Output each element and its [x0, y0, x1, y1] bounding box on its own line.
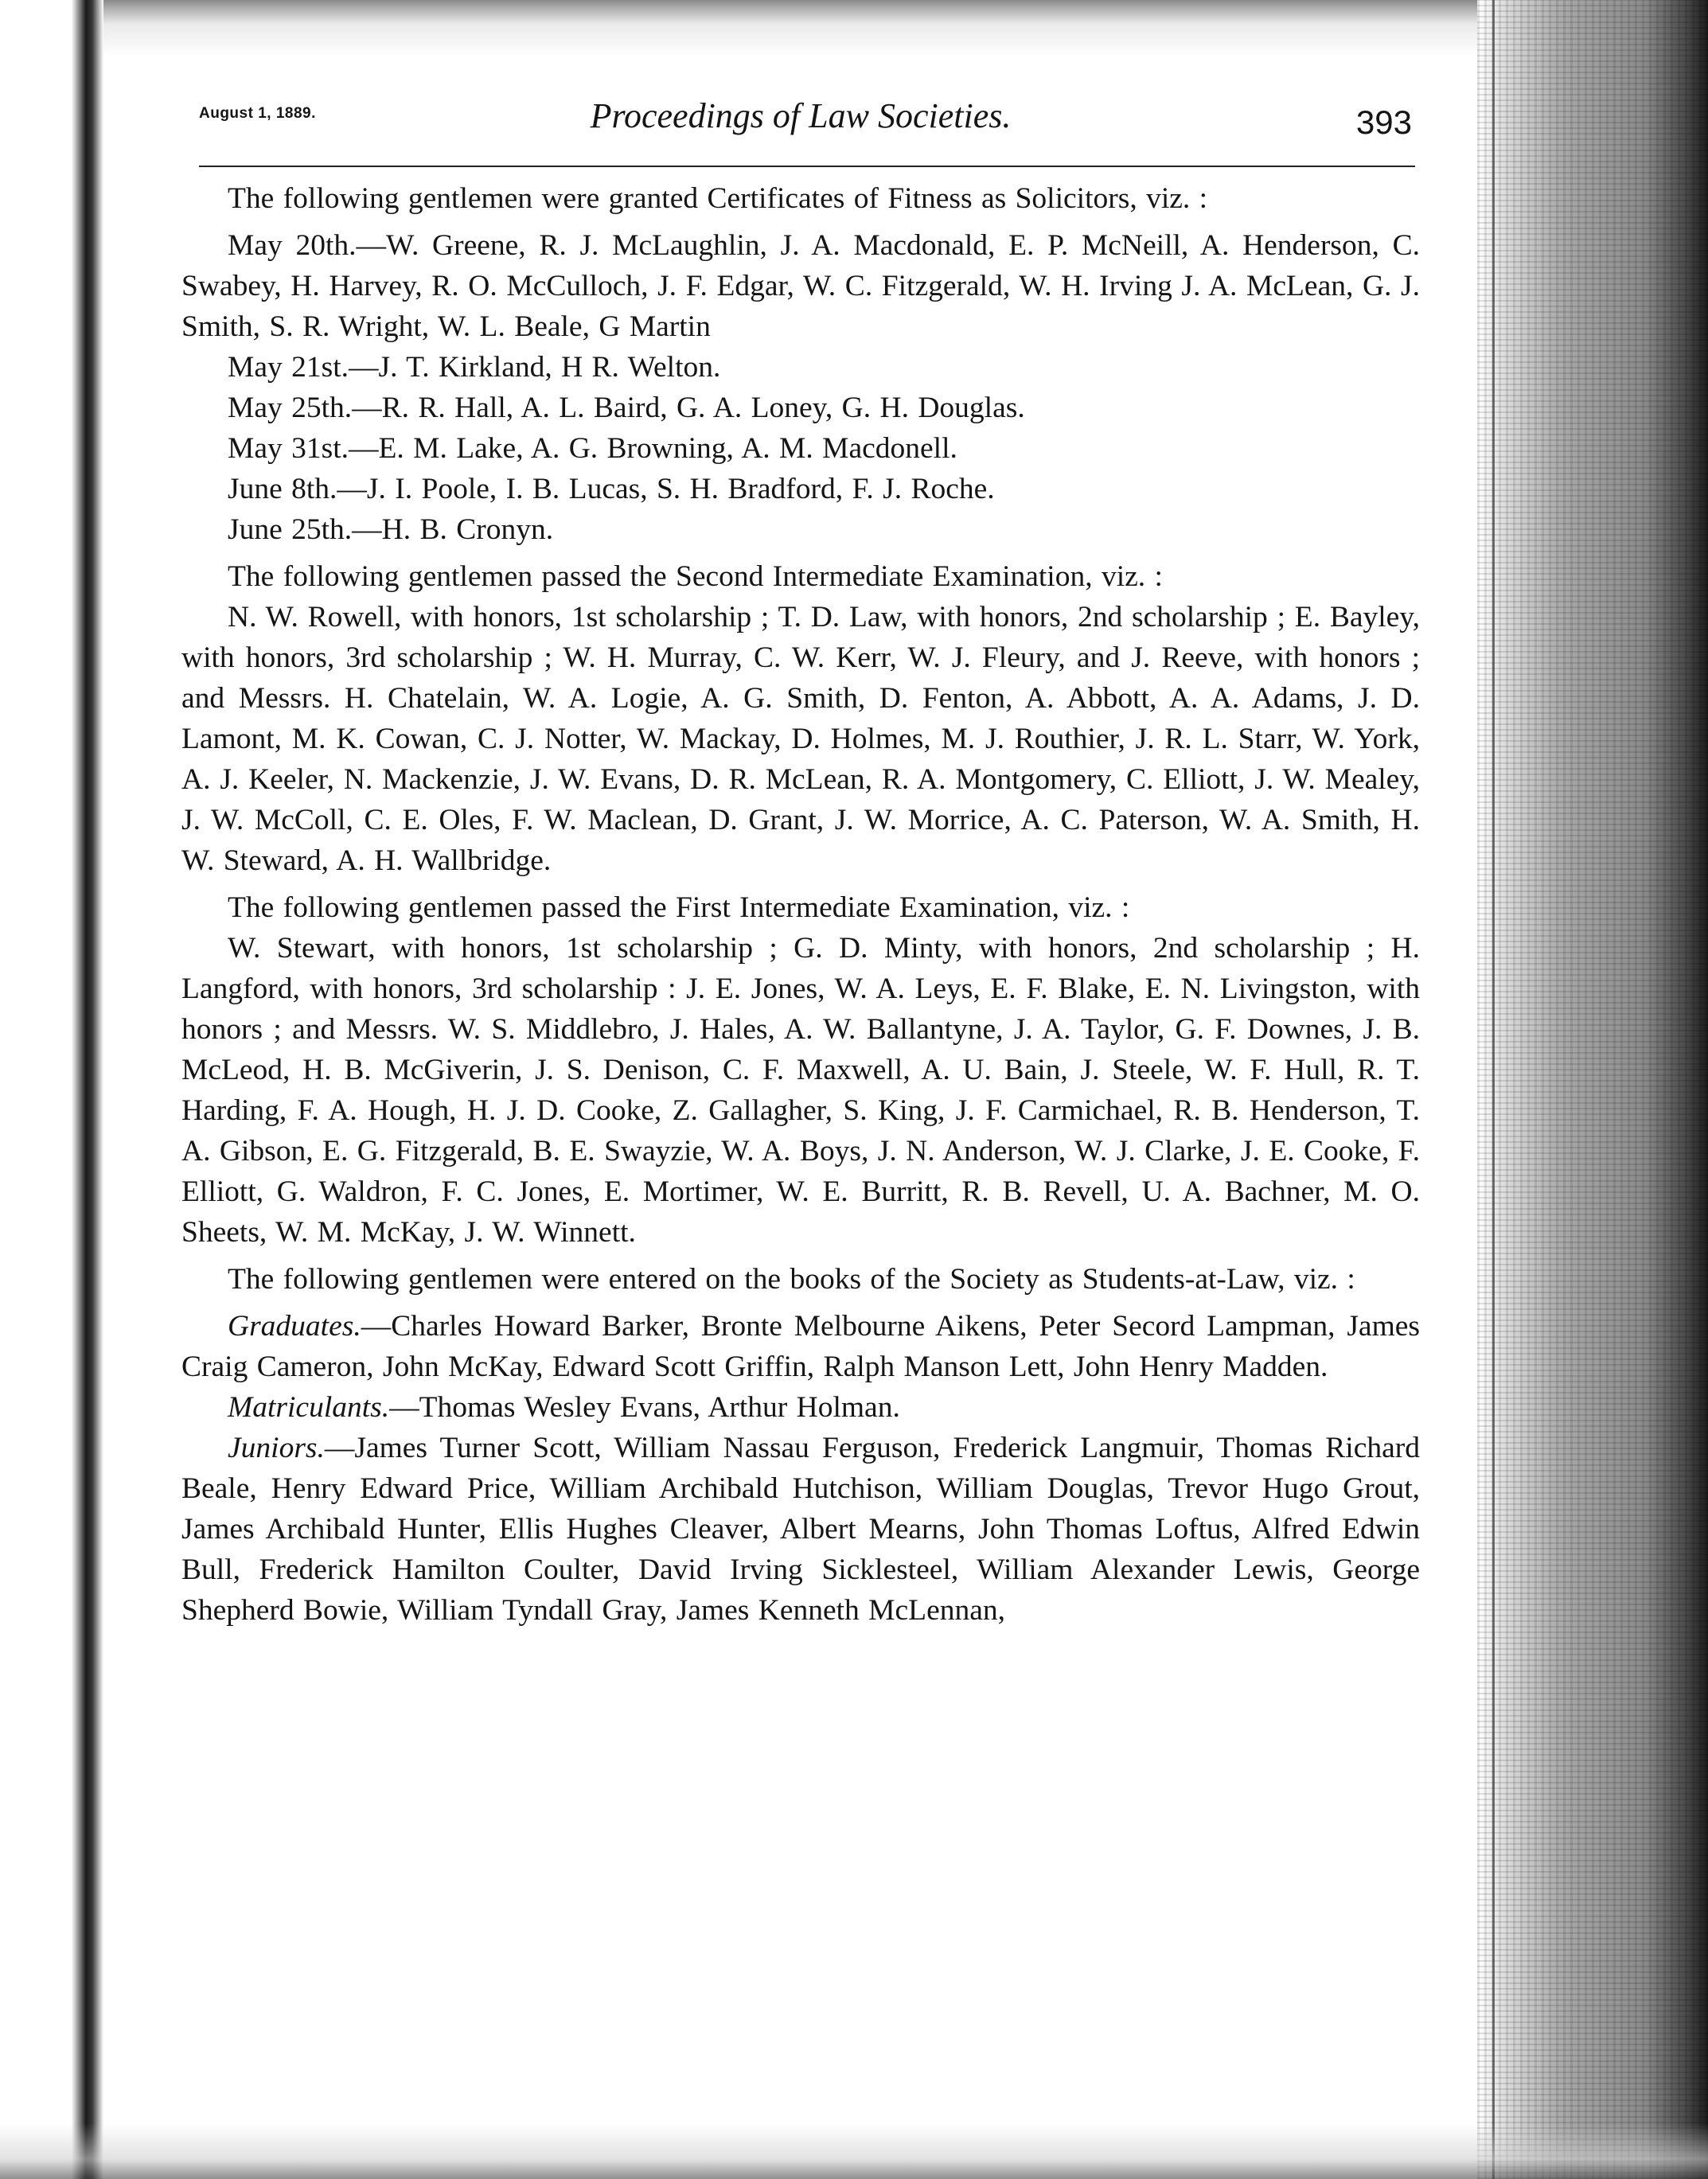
solicitors-may-25: May 25th.—R. R. Hall, A. L. Baird, G. A. Loney, G. H. Douglas. — [228, 392, 1025, 424]
book-binding-edge — [1477, 0, 1708, 2179]
juniors-list: —James Turner Scott, William Nassau Ferguson, Frederick Langmuir, Thomas Richard Beale, Henry Edward Price, William Archibald Hutchison, William Douglas, Trevor Hugo Grout, James Archibald Hunter, Ellis Hughes Cleaver, Albert Mearns, John Thomas Loftus, Alfred Edwin Bull, Frederick Hamilton Coulter, David Irving Sicklesteel, William Alexander Lewis, George Shepherd Bowie, William Tyndall Gray, James Kenneth McLennan, — [181, 1432, 1420, 1627]
first-intermediate-names: W. Stewart, with honors, 1st scholarship ; G. D. Minty, with honors, 2nd scholarship ; H. Langford, with honors, 3rd scholarship : J. E. Jones, W. A. Leys, E. F. Blake, E. N. Livingston, with honors ; and Messrs. W. S. Middlebro, J. Hales, A. W. Ballantyne, J. A. Taylor, G. F. Downes, J. B. McLeod, H. B. McGiverin, J. S. Denison, C. F. Maxwell, A. U. Bain, J. Steele, W. F. Hull, R. T. Harding, F. A. Hough, H. J. D. Cooke, Z. Gallagher, S. King, J. F. Carmichael, R. B. Henderson, T. A. Gibson, E. G. Fitzgerald, B. E. Swayzie, W. A. Boys, J. N. Anderson, W. J. Clarke, J. E. Cooke, F. Elliott, G. Waldron, F. C. Jones, E. Mortimer, W. E. Burritt, R. B. Revell, U. A. Bachner, M. O. Sheets, W. M. McKay, J. W. Winnett. — [181, 932, 1420, 1249]
running-header — [181, 96, 1420, 159]
juniors-label: Juniors. — [228, 1432, 325, 1464]
students-intro: The following gentlemen were entered on the books of the Society as Students-at-Law, viz. : — [228, 1263, 1355, 1296]
body-text — [181, 178, 1420, 1631]
document-page — [181, 96, 1420, 1627]
issue-date: August 1, 1889. — [199, 105, 316, 122]
solicitors-may-21: May 21st.—J. T. Kirkland, H R. Welton. — [228, 351, 721, 384]
solicitors-intro: The following gentlemen were granted Certificates of Fitness as Solicitors, viz. : — [228, 182, 1208, 215]
matriculants-paragraph — [181, 1387, 1420, 1428]
matriculants-list: —Thomas Wesley Evans, Arthur Holman. — [389, 1391, 900, 1424]
graduates-list: —Charles Howard Barker, Bronte Melbourne Aikens, Peter Secord Lampman, James Craig Cameron, John McKay, Edward Scott Griffin, Ralph Manson Lett, John Henry Madden. — [181, 1310, 1420, 1383]
header-rule — [199, 166, 1415, 167]
solicitors-may-31: May 31st.—E. M. Lake, A. G. Browning, A. M. Macdonell. — [228, 432, 957, 465]
scan-shadow-top — [0, 0, 1708, 56]
binding-line — [1492, 0, 1495, 2179]
solicitors-june-25: June 25th.—H. B. Cronyn. — [228, 513, 554, 546]
graduates-label: Graduates. — [228, 1310, 361, 1343]
scan-shadow-bottom — [0, 2123, 1708, 2179]
second-intermediate-names: N. W. Rowell, with honors, 1st scholarship ; T. D. Law, with honors, 2nd scholarship ; E. Bayley, with honors, 3rd scholarship ; W. H. Murray, C. W. Kerr, W. J. Fleury, and J. Reeve, with honors ; and Messrs. H. Chatelain, W. A. Logie, A. G. Smith, D. Fenton, A. Abbott, A. A. Adams, J. D. Lamont, M. K. Cowan, C. J. Notter, W. Mackay, D. Holmes, M. J. Routhier, J. R. L. Starr, W. York, A. J. Keeler, N. Mackenzie, J. W. Evans, D. R. McLean, R. A. Montgomery, C. Elliott, J. W. Mealey, J. W. McColl, C. E. Oles, F. W. Maclean, D. Grant, J. W. Morrice, A. C. Paterson, W. A. Smith, H. W. Steward, A. H. Wallbridge. — [181, 601, 1420, 877]
solicitors-may-20: May 20th.—W. Greene, R. J. McLaughlin, J. A. Macdonald, E. P. McNeill, A. Henderson, C. Swabey, H. Harvey, R. O. McCulloch, J. F. Edgar, W. C. Fitzgerald, W. H. Irving J. A. McLean, G. J. Smith, S. R. Wright, W. L. Beale, G Martin — [181, 229, 1420, 343]
juniors-paragraph — [181, 1428, 1420, 1631]
matriculants-label: Matriculants. — [228, 1391, 390, 1424]
first-intermediate-intro: The following gentlemen passed the First Intermediate Examination, viz. : — [228, 891, 1130, 924]
second-intermediate-intro: The following gentlemen passed the Second Intermediate Examination, viz. : — [228, 560, 1163, 593]
solicitors-june-8: June 8th.—J. I. Poole, I. B. Lucas, S. H. Bradford, F. J. Roche. — [228, 473, 995, 505]
page-number: 393 — [1355, 103, 1412, 141]
scan-shadow-left — [0, 0, 103, 2179]
graduates-paragraph — [181, 1306, 1420, 1387]
running-title: Proceedings of Law Societies. — [590, 96, 1012, 135]
